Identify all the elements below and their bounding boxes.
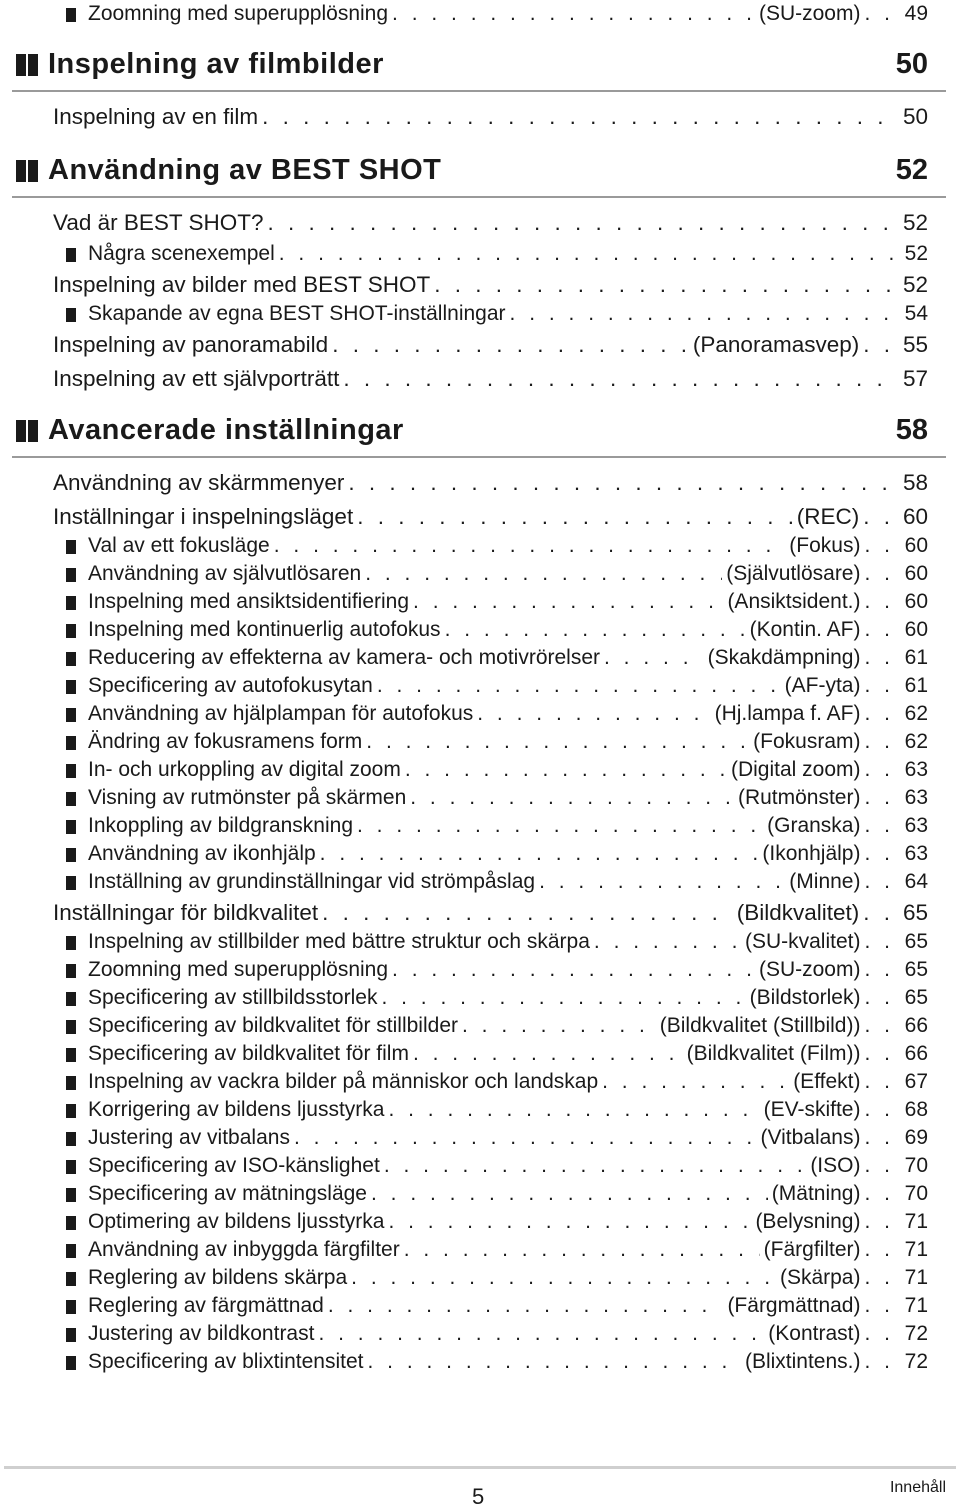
toc-entry-page: 60 xyxy=(904,618,928,641)
toc-subentry[interactable] xyxy=(0,616,960,644)
toc-entry-title: Inkoppling av bildgranskning xyxy=(88,814,354,837)
toc-entry-title: Inspelning av stillbilder med bättre struktur och skärpa xyxy=(88,930,590,953)
leader-dots xyxy=(864,1152,894,1180)
leader-dots xyxy=(864,1264,894,1292)
toc-entry-title: Specificering av ISO-känslighet xyxy=(88,1154,380,1177)
leader-dots xyxy=(864,1040,894,1068)
toc-entry-title: Användning av skärmmenyer xyxy=(53,470,345,495)
bullet-icon xyxy=(66,540,76,554)
leader-dots xyxy=(381,984,745,1012)
toc-entry-page: 50 xyxy=(902,104,928,129)
toc-subentry[interactable] xyxy=(0,1068,960,1096)
toc-subentry[interactable] xyxy=(0,756,960,784)
bullet-icon xyxy=(66,1188,76,1202)
section-heading xyxy=(12,150,946,198)
toc-entry-menu-ref: (Färgfilter) xyxy=(763,1238,861,1261)
leader-dots xyxy=(864,672,894,700)
section-page: 50 xyxy=(895,48,928,80)
toc-entry-menu-ref: (Granska) xyxy=(767,814,861,837)
leader-dots xyxy=(322,898,733,928)
leader-dots xyxy=(864,532,894,560)
toc-entry-page: 60 xyxy=(904,590,928,613)
bullet-icon xyxy=(66,1328,76,1342)
toc-entry-menu-ref: (Ikonhjälp) xyxy=(762,842,861,865)
toc-entry-menu-ref: (ISO) xyxy=(810,1154,861,1177)
toc-entry-title: Vad är BEST SHOT? xyxy=(53,210,264,235)
leader-dots xyxy=(294,1124,757,1152)
bullet-icon xyxy=(66,792,76,806)
section-marker-icon xyxy=(16,420,26,442)
leader-dots xyxy=(365,560,722,588)
leader-dots xyxy=(332,330,689,360)
leader-dots xyxy=(863,330,894,360)
bullet-icon xyxy=(66,596,76,610)
toc-entry-title: Användning av ikonhjälp xyxy=(88,842,316,865)
toc-entry-page: 72 xyxy=(904,1350,928,1373)
toc-subentry[interactable] xyxy=(0,1348,960,1376)
toc-entry-title: Reglering av färgmättnad xyxy=(88,1294,324,1317)
toc-entry-page: 71 xyxy=(904,1266,928,1289)
toc-entry-title: Specificering av autofokusytan xyxy=(88,674,373,697)
toc-subentry[interactable] xyxy=(0,1320,960,1348)
section-marker-icon xyxy=(28,420,38,442)
bullet-icon xyxy=(66,764,76,778)
toc-entry-page: 70 xyxy=(904,1182,928,1205)
leader-dots xyxy=(864,868,894,896)
toc-entry-page: 60 xyxy=(904,562,928,585)
toc-entry-page: 52 xyxy=(902,210,928,235)
leader-dots xyxy=(367,1348,740,1376)
toc-entry-title: Reglering av bildens skärpa xyxy=(88,1266,348,1289)
toc-entry-title: Specificering av bildkvalitet för stillbilder xyxy=(88,1014,458,1037)
toc-subentry[interactable] xyxy=(0,240,960,268)
leader-dots xyxy=(392,0,755,28)
toc-entry-menu-ref: (Skärpa) xyxy=(779,1266,861,1289)
leader-dots xyxy=(864,812,894,840)
toc-entry-title: Ändring av fokusramens form xyxy=(88,730,363,753)
bullet-icon xyxy=(66,624,76,638)
leader-dots xyxy=(351,1264,776,1292)
leader-dots xyxy=(274,532,786,560)
toc-entry-page: 60 xyxy=(902,504,928,529)
leader-dots xyxy=(320,840,759,868)
toc-entry-title: Inspelning av bilder med BEST SHOT xyxy=(53,272,431,297)
leader-dots xyxy=(366,728,749,756)
toc-entry-page: 65 xyxy=(904,986,928,1009)
leader-dots xyxy=(864,560,894,588)
toc-entry-title: Visning av rutmönster på skärmen xyxy=(88,786,407,809)
bullet-icon xyxy=(66,736,76,750)
toc-subentry[interactable] xyxy=(0,532,960,560)
bullet-icon xyxy=(66,1300,76,1314)
leader-dots xyxy=(371,1180,768,1208)
toc-subentry[interactable] xyxy=(0,868,960,896)
toc-subentry[interactable] xyxy=(0,1236,960,1264)
toc-entry-page: 72 xyxy=(904,1322,928,1345)
leader-dots xyxy=(864,1292,894,1320)
leader-dots xyxy=(434,270,894,300)
toc-entry-title: In- och urkoppling av digital zoom xyxy=(88,758,401,781)
bullet-icon xyxy=(66,1160,76,1174)
toc-entry-page: 63 xyxy=(904,758,928,781)
bullet-icon xyxy=(66,992,76,1006)
bullet-icon xyxy=(66,964,76,978)
section-marker-icon xyxy=(16,54,26,76)
toc-entry-menu-ref: (REC) xyxy=(796,504,860,529)
section-page: 58 xyxy=(895,414,928,446)
toc-entry-title: Reducering av effekterna av kamera- och motivrörelser xyxy=(88,646,601,669)
leader-dots xyxy=(864,1348,894,1376)
toc-entry-page: 63 xyxy=(904,814,928,837)
leader-dots xyxy=(384,1152,807,1180)
leader-dots xyxy=(404,1236,760,1264)
toc-entry-menu-ref: (SU-zoom) xyxy=(758,958,861,981)
toc-entry-menu-ref: (Hj.lampa f. AF) xyxy=(714,702,861,725)
toc-entry-title: Inspelning av panoramabild xyxy=(53,332,329,357)
leader-dots xyxy=(863,898,894,928)
leader-dots xyxy=(864,756,894,784)
toc-entry-page: 62 xyxy=(904,702,928,725)
toc-entry-menu-ref: (Ansiktsident.) xyxy=(727,590,861,613)
section-title: Användning av BEST SHOT xyxy=(48,154,442,186)
toc-entry-menu-ref: (Kontin. AF) xyxy=(749,618,861,641)
toc-entry-title: Justering av bildkontrast xyxy=(88,1322,315,1345)
toc-subentry[interactable] xyxy=(0,672,960,700)
toc-entry-title: Inställning av grundinställningar vid strömpåslag xyxy=(88,870,536,893)
toc-entry-menu-ref: (Vitbalans) xyxy=(760,1126,861,1149)
section-marker-icon xyxy=(16,160,26,182)
leader-dots xyxy=(462,1012,656,1040)
leader-dots xyxy=(864,588,894,616)
toc-entry-menu-ref: (Bildstorlek) xyxy=(749,986,861,1009)
toc-entry[interactable] xyxy=(0,330,960,360)
leader-dots xyxy=(864,1068,894,1096)
section-heading xyxy=(12,44,946,92)
toc-entry-page: 65 xyxy=(904,930,928,953)
toc-subentry[interactable] xyxy=(0,1040,960,1068)
bullet-icon xyxy=(66,8,76,22)
leader-dots xyxy=(864,1320,894,1348)
toc-entry-title: Specificering av mätningsläge xyxy=(88,1182,367,1205)
toc-entry-page: 65 xyxy=(902,900,928,925)
leader-dots xyxy=(864,0,894,28)
toc-entry-page: 61 xyxy=(904,674,928,697)
bullet-icon xyxy=(66,308,76,322)
bullet-icon xyxy=(66,1020,76,1034)
leader-dots xyxy=(388,1096,759,1124)
bullet-icon xyxy=(66,708,76,722)
toc-entry[interactable] xyxy=(0,102,960,132)
leader-dots xyxy=(864,644,894,672)
toc-entry-page: 54 xyxy=(904,302,928,325)
toc-entry-menu-ref: (Minne) xyxy=(789,870,861,893)
toc-entry-page: 66 xyxy=(904,1014,928,1037)
toc-entry-page: 62 xyxy=(904,730,928,753)
toc-entry-page: 52 xyxy=(902,272,928,297)
toc-entry-menu-ref: (Bildkvalitet (Film)) xyxy=(686,1042,861,1065)
bullet-icon xyxy=(66,848,76,862)
leader-dots xyxy=(864,1012,894,1040)
toc-entry-title: Optimering av bildens ljusstyrka xyxy=(88,1210,385,1233)
toc-subentry[interactable] xyxy=(0,300,960,328)
leader-dots xyxy=(539,868,785,896)
toc-subentry[interactable] xyxy=(0,700,960,728)
bullet-icon xyxy=(66,248,76,262)
toc-entry[interactable] xyxy=(0,270,960,300)
toc-entry-title: Användning av inbyggda färgfilter xyxy=(88,1238,400,1261)
bullet-icon xyxy=(66,1216,76,1230)
leader-dots xyxy=(604,644,704,672)
toc-entry-menu-ref: (EV-skifte) xyxy=(763,1098,861,1121)
leader-dots xyxy=(377,672,781,700)
toc-entry-title: Inställningar i inspelningsläget xyxy=(53,504,354,529)
toc-entry[interactable] xyxy=(0,502,960,532)
toc-entry-title: Inställningar för bildkvalitet xyxy=(53,900,319,925)
toc-entry-title: Användning av hjälplampan för autofokus xyxy=(88,702,474,725)
section-heading xyxy=(12,410,946,458)
leader-dots xyxy=(510,300,894,328)
bullet-icon xyxy=(66,876,76,890)
bullet-icon xyxy=(66,1104,76,1118)
section-title: Avancerade inställningar xyxy=(48,414,404,446)
toc-entry-menu-ref: (Kontrast) xyxy=(768,1322,861,1345)
section-page: 52 xyxy=(895,154,928,186)
toc-entry-menu-ref: (Rutmönster) xyxy=(737,786,861,809)
leader-dots xyxy=(392,956,755,984)
leader-dots xyxy=(864,928,894,956)
toc-subentry[interactable] xyxy=(0,1152,960,1180)
toc-entry-menu-ref: (Bildkvalitet) xyxy=(736,900,860,925)
toc-entry-title: Korrigering av bildens ljusstyrka xyxy=(88,1098,385,1121)
footer-divider xyxy=(4,1466,956,1469)
leader-dots xyxy=(864,984,894,1012)
bullet-icon xyxy=(66,1132,76,1146)
toc-entry-page: 67 xyxy=(904,1070,928,1093)
leader-dots xyxy=(405,756,727,784)
toc-subentry[interactable] xyxy=(0,728,960,756)
toc-entry-title: Inspelning av ett självporträtt xyxy=(53,366,340,391)
toc-entry-menu-ref: (SU-kvalitet) xyxy=(744,930,861,953)
leader-dots xyxy=(413,588,723,616)
toc-entry-page: 68 xyxy=(904,1098,928,1121)
section-title: Inspelning av filmbilder xyxy=(48,48,384,80)
toc-subentry[interactable] xyxy=(0,1208,960,1236)
leader-dots xyxy=(413,1040,683,1068)
toc-entry-page: 49 xyxy=(904,2,928,25)
toc-entry-page: 58 xyxy=(902,470,928,495)
toc-subentry[interactable] xyxy=(0,1124,960,1152)
leader-dots xyxy=(864,1208,894,1236)
toc-entry-title: Specificering av bildkvalitet för film xyxy=(88,1042,409,1065)
leader-dots xyxy=(864,700,894,728)
leader-dots xyxy=(328,1292,724,1320)
toc-subentry[interactable] xyxy=(0,840,960,868)
bullet-icon xyxy=(66,820,76,834)
toc-entry-title: Inspelning med kontinuerlig autofokus xyxy=(88,618,441,641)
toc-entry-menu-ref: (Belysning) xyxy=(755,1210,861,1233)
toc-entry-title: Användning av självutlösaren xyxy=(88,562,362,585)
leader-dots xyxy=(262,102,894,132)
toc-entry-page: 60 xyxy=(904,534,928,557)
leader-dots xyxy=(864,840,894,868)
bullet-icon xyxy=(66,1076,76,1090)
leader-dots xyxy=(388,1208,751,1236)
toc-entry-page: 64 xyxy=(904,870,928,893)
toc-subentry[interactable] xyxy=(0,784,960,812)
bullet-icon xyxy=(66,680,76,694)
leader-dots xyxy=(268,208,895,238)
section-marker-icon xyxy=(28,54,38,76)
leader-dots xyxy=(477,700,710,728)
toc-subentry[interactable] xyxy=(0,1264,960,1292)
toc-entry-title: Zoomning med superupplösning xyxy=(88,2,389,25)
toc-entry-title: Inspelning av vackra bilder på människor och landskap xyxy=(88,1070,599,1093)
leader-dots xyxy=(864,1180,894,1208)
toc-subentry[interactable] xyxy=(0,928,960,956)
toc-entry-page: 52 xyxy=(904,242,928,265)
toc-entry-title: Några scenexempel xyxy=(88,242,275,265)
toc-subentry[interactable] xyxy=(0,1180,960,1208)
toc-entry-menu-ref: (Blixtintens.) xyxy=(744,1350,861,1373)
leader-dots xyxy=(864,956,894,984)
leader-dots xyxy=(410,784,734,812)
page-number: 5 xyxy=(472,1484,485,1509)
toc-entry-page: 57 xyxy=(902,366,928,391)
toc-entry-page: 66 xyxy=(904,1042,928,1065)
toc-entry-menu-ref: (Bildkvalitet (Stillbild)) xyxy=(659,1014,861,1037)
bullet-icon xyxy=(66,936,76,950)
leader-dots xyxy=(279,240,894,268)
leader-dots xyxy=(602,1068,789,1096)
toc-entry-title: Specificering av blixtintensitet xyxy=(88,1350,364,1373)
leader-dots xyxy=(318,1320,764,1348)
toc-entry-page: 71 xyxy=(904,1210,928,1233)
toc-entry[interactable] xyxy=(0,468,960,498)
toc-entry-menu-ref: (Fokus) xyxy=(789,534,861,557)
toc-entry[interactable] xyxy=(0,208,960,238)
leader-dots xyxy=(864,728,894,756)
leader-dots xyxy=(864,616,894,644)
toc-entry-title: Skapande av egna BEST SHOT-inställningar xyxy=(88,302,506,325)
toc-entry-page: 55 xyxy=(902,332,928,357)
toc-entry-title: Specificering av stillbildsstorlek xyxy=(88,986,378,1009)
toc-entry-page: 69 xyxy=(904,1126,928,1149)
toc-subentry[interactable] xyxy=(0,0,960,28)
toc-entry-page: 65 xyxy=(904,958,928,981)
toc-entry-title: Zoomning med superupplösning xyxy=(88,958,389,981)
toc-entry-menu-ref: (Fokusram) xyxy=(753,730,861,753)
toc-subentry[interactable] xyxy=(0,1096,960,1124)
toc-entry-menu-ref: (Mätning) xyxy=(771,1182,861,1205)
section-marker-icon xyxy=(28,160,38,182)
toc-subentry[interactable] xyxy=(0,984,960,1012)
bullet-icon xyxy=(66,1272,76,1286)
toc-entry-page: 71 xyxy=(904,1294,928,1317)
toc-entry-title: Inspelning av en film xyxy=(53,104,259,129)
toc-entry-page: 63 xyxy=(904,786,928,809)
leader-dots xyxy=(343,364,894,394)
leader-dots xyxy=(357,812,763,840)
leader-dots xyxy=(445,616,746,644)
toc-entry-page: 61 xyxy=(904,646,928,669)
toc-entry-menu-ref: (Färgmättnad) xyxy=(727,1294,861,1317)
toc-entry-title: Val av ett fokusläge xyxy=(88,534,270,557)
toc-entry-menu-ref: (Självutlösare) xyxy=(726,562,861,585)
bullet-icon xyxy=(66,1356,76,1370)
toc-entry[interactable] xyxy=(0,898,960,928)
toc-subentry[interactable] xyxy=(0,956,960,984)
toc-entry-menu-ref: (Digital zoom) xyxy=(730,758,861,781)
toc-subentry[interactable] xyxy=(0,644,960,672)
toc-entry-menu-ref: (Panoramasvep) xyxy=(692,332,860,357)
toc-subentry[interactable] xyxy=(0,1292,960,1320)
bullet-icon xyxy=(66,1048,76,1062)
toc-subentry[interactable] xyxy=(0,560,960,588)
leader-dots xyxy=(864,1124,894,1152)
leader-dots xyxy=(357,502,793,532)
leader-dots xyxy=(864,1096,894,1124)
toc-subentry[interactable] xyxy=(0,812,960,840)
toc-subentry[interactable] xyxy=(0,1012,960,1040)
bullet-icon xyxy=(66,652,76,666)
footer-section-label: Innehåll xyxy=(889,1479,946,1496)
toc-entry-page: 70 xyxy=(904,1154,928,1177)
toc-subentry[interactable] xyxy=(0,588,960,616)
toc-entry-page: 63 xyxy=(904,842,928,865)
toc-entry-menu-ref: (Skakdämpning) xyxy=(707,646,861,669)
toc-entry-title: Justering av vitbalans xyxy=(88,1126,290,1149)
leader-dots xyxy=(864,1236,894,1264)
toc-entry-menu-ref: (Effekt) xyxy=(793,1070,861,1093)
toc-entry-title: Inspelning med ansiktsidentifiering xyxy=(88,590,410,613)
toc-entry-page: 71 xyxy=(904,1238,928,1261)
toc-entry-menu-ref: (SU-zoom) xyxy=(758,2,861,25)
toc-entry[interactable] xyxy=(0,364,960,394)
leader-dots xyxy=(348,468,894,498)
leader-dots xyxy=(594,928,741,956)
leader-dots xyxy=(863,502,894,532)
toc-entry-menu-ref: (AF-yta) xyxy=(784,674,861,697)
bullet-icon xyxy=(66,568,76,582)
leader-dots xyxy=(864,784,894,812)
bullet-icon xyxy=(66,1244,76,1258)
